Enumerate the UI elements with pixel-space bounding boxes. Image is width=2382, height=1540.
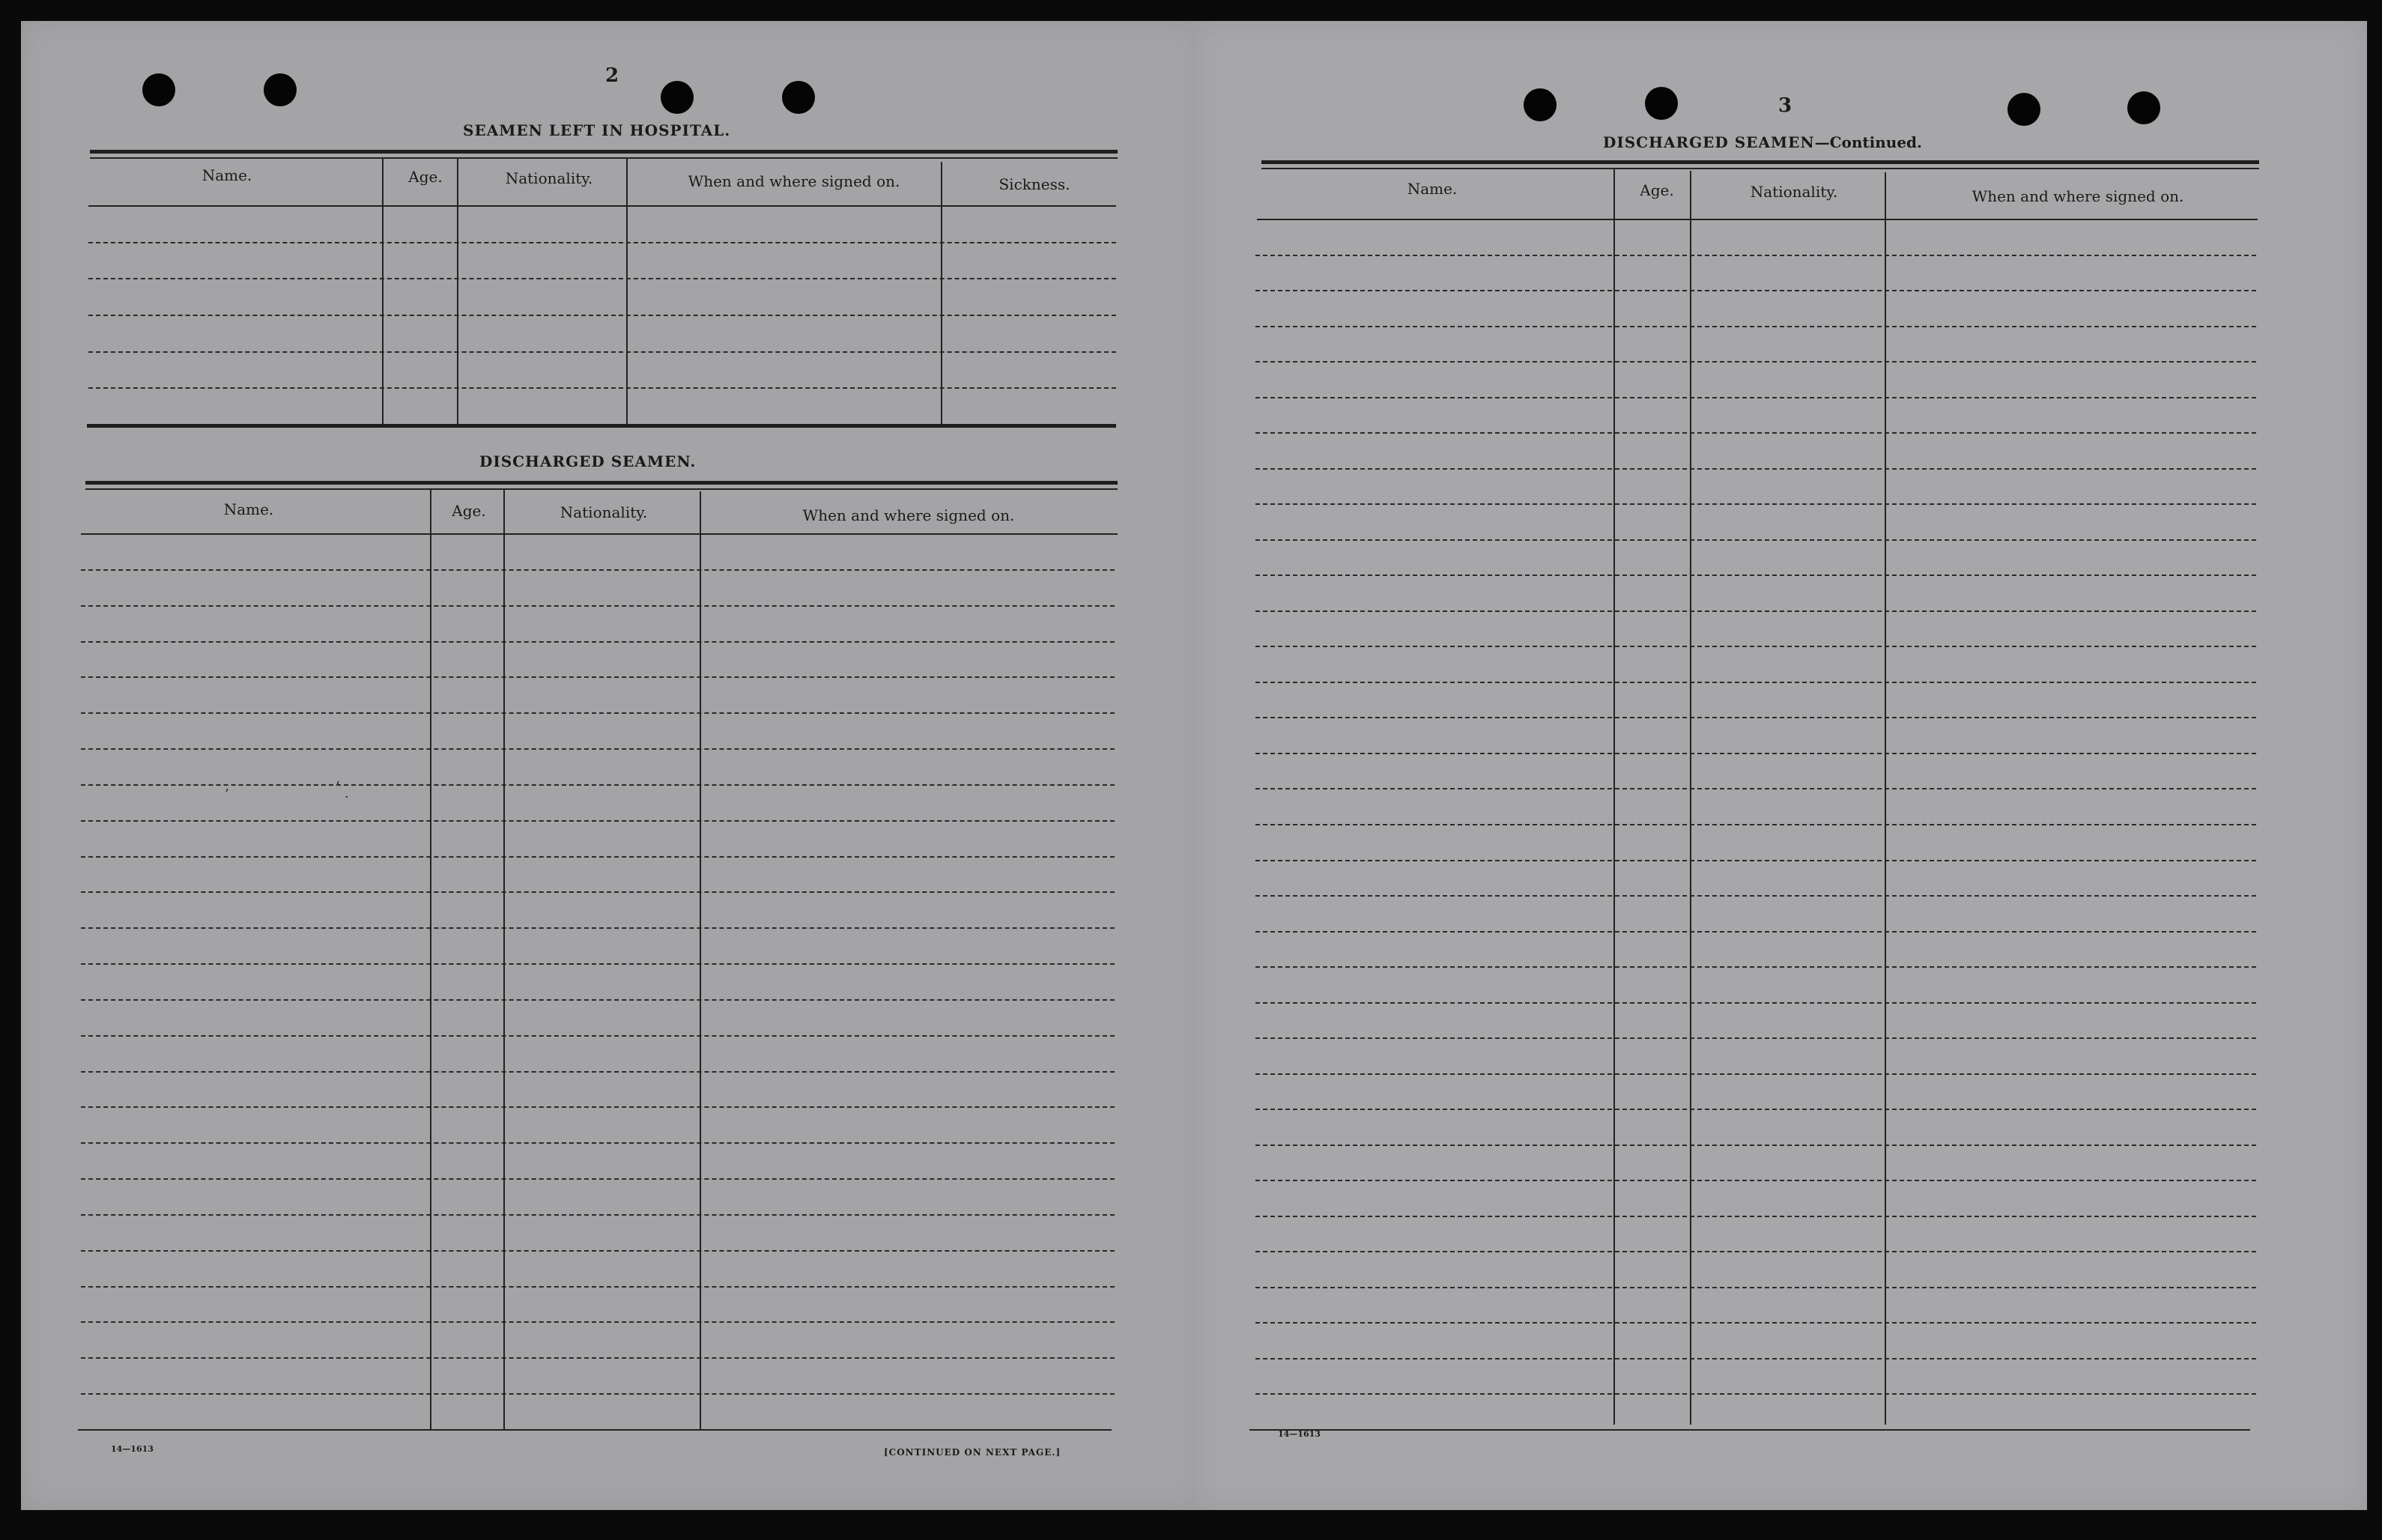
right-page (1192, 21, 2367, 1510)
table-row-rule (88, 242, 1116, 243)
table-row-rule (81, 856, 1115, 858)
column-header-nationality: Nationality. (1750, 183, 1838, 201)
punch-hole (264, 73, 297, 106)
table-row-rule (88, 387, 1116, 389)
table-row-rule (81, 712, 1115, 714)
table-row-rule (1255, 1180, 2256, 1181)
table-row-rule (1255, 432, 2256, 434)
table-row-rule (88, 315, 1116, 316)
column-divider (700, 491, 701, 1431)
table-row-rule (1255, 1073, 2256, 1075)
table-row-rule (1255, 895, 2256, 897)
column-header-name: Name. (201, 166, 252, 184)
table-row-rule (1255, 1322, 2256, 1324)
table-row-rule (81, 927, 1115, 929)
ink-mark: ’ (225, 786, 229, 802)
table-row-rule (81, 1071, 1115, 1073)
table-row-rule (1255, 1251, 2256, 1252)
column-header-signed-on: When and where signed on. (802, 506, 1015, 524)
column-divider (1885, 172, 1886, 1425)
page-number: 2 (605, 64, 619, 87)
table-row-rule (1255, 1287, 2256, 1288)
continued-note: [CONTINUED ON NEXT PAGE.] (884, 1447, 1061, 1458)
table-row-rule (81, 605, 1115, 607)
table-row-rule (1255, 539, 2256, 541)
table-bottom-rule (87, 424, 1116, 428)
table-row-rule (1255, 931, 2256, 933)
column-header-nationality: Nationality. (505, 169, 593, 187)
section-title-suffix: —Continued. (1814, 133, 1922, 151)
table-row-rule (1255, 468, 2256, 470)
left-page (21, 21, 1203, 1510)
table-row-rule (1255, 966, 2256, 968)
column-header-sickness: Sickness. (998, 175, 1070, 193)
form-code: 14—1613 (1278, 1429, 1321, 1439)
column-header-age: Age. (452, 502, 486, 520)
table-row-rule (1255, 1145, 2256, 1146)
table-row-rule (81, 999, 1115, 1001)
table-row-rule (81, 1142, 1115, 1144)
table-row-rule (88, 351, 1116, 353)
column-divider (1613, 169, 1615, 1425)
form-code: 14—1613 (111, 1444, 154, 1454)
punch-hole (1524, 88, 1557, 121)
table-row-rule (1255, 1109, 2256, 1110)
column-divider (626, 159, 628, 425)
header-rule (81, 533, 1118, 535)
table-row-rule (81, 784, 1115, 786)
table-row-rule (1255, 860, 2256, 861)
table-row-rule (1255, 824, 2256, 825)
table-row-rule (1255, 717, 2256, 718)
page-number: 3 (1778, 94, 1792, 117)
table-top-rule (1261, 168, 2259, 169)
ink-mark: ‘ (336, 779, 340, 795)
discharged-section-title: DISCHARGED SEAMEN. (479, 452, 697, 470)
table-row-rule (81, 1035, 1115, 1037)
column-divider (457, 159, 458, 425)
table-row-rule (81, 1286, 1115, 1288)
discharged-continued-title (1603, 133, 1922, 151)
table-row-rule (1255, 397, 2256, 398)
column-header-name: Name. (223, 500, 274, 518)
table-row-rule (81, 569, 1115, 571)
table-row-rule (1255, 1216, 2256, 1217)
table-row-rule (81, 963, 1115, 965)
table-row-rule (1255, 326, 2256, 327)
column-header-age: Age. (408, 168, 443, 186)
table-top-rule (90, 150, 1118, 154)
table-row-rule (1255, 1393, 2256, 1395)
table-row-rule (81, 1214, 1115, 1216)
table-row-rule (81, 1393, 1115, 1395)
hospital-section-title: SEAMEN LEFT IN HOSPITAL. (463, 121, 731, 139)
table-row-rule (1255, 1037, 2256, 1039)
table-row-rule (81, 641, 1115, 643)
table-row-rule (81, 1178, 1115, 1180)
column-divider (941, 162, 942, 425)
table-top-rule (1261, 160, 2259, 164)
table-row-rule (1255, 1358, 2256, 1359)
table-row-rule (88, 278, 1116, 279)
table-row-rule (81, 1106, 1115, 1108)
punch-hole (1645, 87, 1678, 120)
table-top-rule (90, 157, 1118, 159)
column-divider (1690, 171, 1691, 1425)
table-row-rule (81, 891, 1115, 893)
column-divider (382, 159, 384, 425)
table-row-rule (1255, 503, 2256, 505)
table-row-rule (1255, 361, 2256, 363)
column-header-nationality: Nationality. (560, 503, 648, 521)
punch-hole (2127, 91, 2160, 124)
section-title-main: DISCHARGED SEAMEN (1603, 133, 1815, 151)
column-header-age: Age. (1640, 181, 1674, 199)
column-divider (503, 490, 505, 1431)
table-top-rule (85, 488, 1118, 490)
column-divider (430, 490, 431, 1431)
punch-hole (661, 81, 694, 114)
table-bottom-rule (1249, 1429, 2250, 1431)
column-header-signed-on: When and where signed on. (1972, 187, 2184, 205)
punch-hole (142, 73, 175, 106)
column-header-signed-on: When and where signed on. (688, 172, 900, 190)
table-row-rule (81, 1321, 1115, 1323)
column-header-name: Name. (1407, 180, 1458, 198)
table-row-rule (81, 1250, 1115, 1252)
table-row-rule (81, 820, 1115, 822)
table-row-rule (1255, 610, 2256, 612)
table-row-rule (81, 748, 1115, 750)
header-rule (1257, 219, 2258, 220)
table-row-rule (1255, 255, 2256, 256)
table-row-rule (81, 676, 1115, 678)
table-row-rule (1255, 575, 2256, 576)
table-bottom-rule (78, 1429, 1112, 1431)
table-row-rule (1255, 753, 2256, 754)
table-row-rule (1255, 682, 2256, 683)
header-rule (88, 205, 1116, 207)
table-row-rule (1255, 1002, 2256, 1004)
table-row-rule (1255, 646, 2256, 647)
ink-mark: · (345, 789, 349, 805)
table-row-rule (1255, 290, 2256, 291)
punch-hole (2007, 93, 2040, 126)
punch-hole (782, 81, 815, 114)
table-row-rule (1255, 788, 2256, 789)
table-top-rule (85, 481, 1118, 485)
table-row-rule (81, 1357, 1115, 1359)
